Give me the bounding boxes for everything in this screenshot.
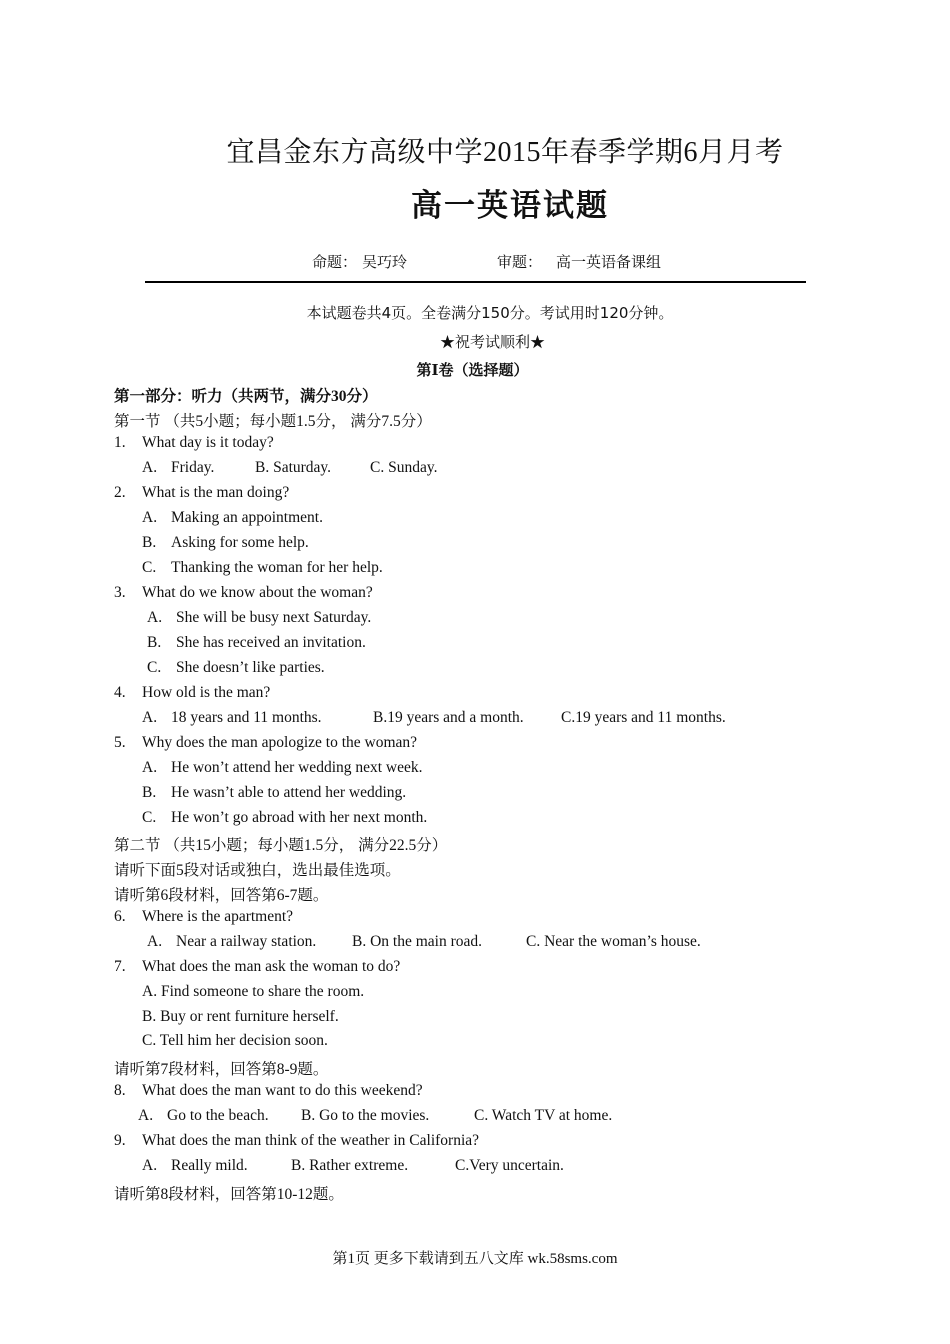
q4-option-a: 18 years and 11 months. [171, 709, 322, 726]
author-name: 吴巧玲 [362, 253, 408, 271]
exam-subtitle: 高一英语试题 [411, 188, 609, 223]
q1-text: What day is it today? [142, 434, 274, 451]
reviewer-name: 高一英语备课组 [556, 253, 662, 271]
q3-option-c-label: C. [147, 659, 162, 676]
q2-option-c-label: C. [142, 559, 157, 576]
q2-option-b: Asking for some help. [171, 534, 309, 551]
material8-instruction: 请听第8段材料，回答第10-12题。 [114, 1186, 344, 1203]
q9-option-a-label: A. [142, 1157, 158, 1174]
q8-option-a-label: A. [138, 1107, 154, 1124]
q2-option-c: Thanking the woman for her help. [171, 559, 383, 576]
part1-title: 第一部分：听力（共两节，满分30分） [114, 388, 378, 405]
q4-option-a-label: A. [142, 709, 158, 726]
q6-option-a-label: A. [147, 933, 163, 950]
q9-option-c: C.Very uncertain. [455, 1157, 564, 1174]
q6-option-c: C. Near the woman’s house. [526, 933, 701, 950]
q7-option-b: B. Buy or rent furniture herself. [142, 1008, 339, 1025]
q3-number: 3. [114, 584, 126, 601]
q9-number: 9. [114, 1132, 126, 1149]
q4-option-b: B.19 years and a month. [373, 709, 524, 726]
author-label: 命题： [312, 253, 358, 271]
q3-option-a: She will be busy next Saturday. [176, 609, 372, 626]
section2-instruction: 请听下面5段对话或独白，选出最佳选项。 [114, 862, 401, 879]
q7-option-c: C. Tell him her decision soon. [142, 1032, 328, 1049]
q8-number: 8. [114, 1082, 126, 1099]
q2-text: What is the man doing? [142, 484, 290, 501]
material7-instruction: 请听第7段材料，回答第8-9题。 [114, 1061, 329, 1078]
q6-option-a: Near a railway station. [176, 933, 317, 950]
q2-option-a: Making an appointment. [171, 509, 323, 526]
q2-option-b-label: B. [142, 534, 157, 551]
q7-option-a: A. Find someone to share the room. [142, 983, 365, 1000]
q5-option-a: He won’t attend her wedding next week. [171, 759, 423, 776]
q5-text: Why does the man apologize to the woman? [142, 734, 418, 751]
q3-option-c: She doesn’t like parties. [176, 659, 325, 676]
q9-option-b: B. Rather extreme. [291, 1157, 409, 1174]
reviewer-label: 审题： [497, 253, 543, 271]
q6-text: Where is the apartment? [142, 908, 294, 925]
material6-instruction: 请听第6段材料，回答第6-7题。 [114, 887, 329, 904]
q6-number: 6. [114, 908, 126, 925]
q3-option-a-label: A. [147, 609, 163, 626]
q7-text: What does the man ask the woman to do? [142, 958, 401, 975]
q1-option-a: Friday. [171, 459, 215, 476]
q1-option-a-label: A. [142, 459, 158, 476]
q9-option-a: Really mild. [171, 1157, 248, 1174]
q5-option-b-label: B. [142, 784, 157, 801]
good-luck-line: ★祝考试顺利★ [439, 335, 545, 351]
q8-text: What does the man want to do this weekend? [142, 1082, 423, 1099]
q3-option-b-label: B. [147, 634, 162, 651]
q8-option-c: C. Watch TV at home. [474, 1107, 613, 1124]
q1-option-c: C. Sunday. [370, 459, 438, 476]
q6-option-b: B. On the main road. [352, 933, 483, 950]
page-footer: 第1页 更多下载请到五八文库 wk.58sms.com [332, 1251, 618, 1267]
exam-notice: 本试题卷共4页。全卷满分150分。考试用时120分钟。 [306, 304, 674, 322]
q3-text: What do we know about the woman? [142, 584, 373, 601]
q4-option-c: C.19 years and 11 months. [561, 709, 726, 726]
q5-option-b: He wasn’t able to attend her wedding. [171, 784, 407, 801]
q9-text: What does the man think of the weather in California? [142, 1132, 480, 1149]
q5-number: 5. [114, 734, 126, 751]
section1-title: 第一节 （共5小题；每小题1.5分， 满分7.5分） [114, 413, 432, 430]
q7-number: 7. [114, 958, 126, 975]
q2-number: 2. [114, 484, 126, 501]
q8-option-b: B. Go to the movies. [301, 1107, 430, 1124]
q8-option-a: Go to the beach. [167, 1107, 269, 1124]
q4-number: 4. [114, 684, 126, 701]
q5-option-c-label: C. [142, 809, 157, 826]
q5-option-a-label: A. [142, 759, 158, 776]
volume-heading: 第Ⅰ卷（选择题） [416, 363, 529, 379]
header-divider [145, 281, 806, 283]
q5-option-c: He won’t go abroad with her next month. [171, 809, 428, 826]
q3-option-b: She has received an invitation. [176, 634, 366, 651]
q1-option-b: B. Saturday. [255, 459, 332, 476]
exam-title: 宜昌金东方高级中学2015年春季学期6月月考 [226, 137, 784, 168]
q2-option-a-label: A. [142, 509, 158, 526]
q4-text: How old is the man? [142, 684, 271, 701]
section2-title: 第二节 （共15小题；每小题1.5分， 满分22.5分） [114, 837, 448, 854]
q1-number: 1. [114, 434, 126, 451]
